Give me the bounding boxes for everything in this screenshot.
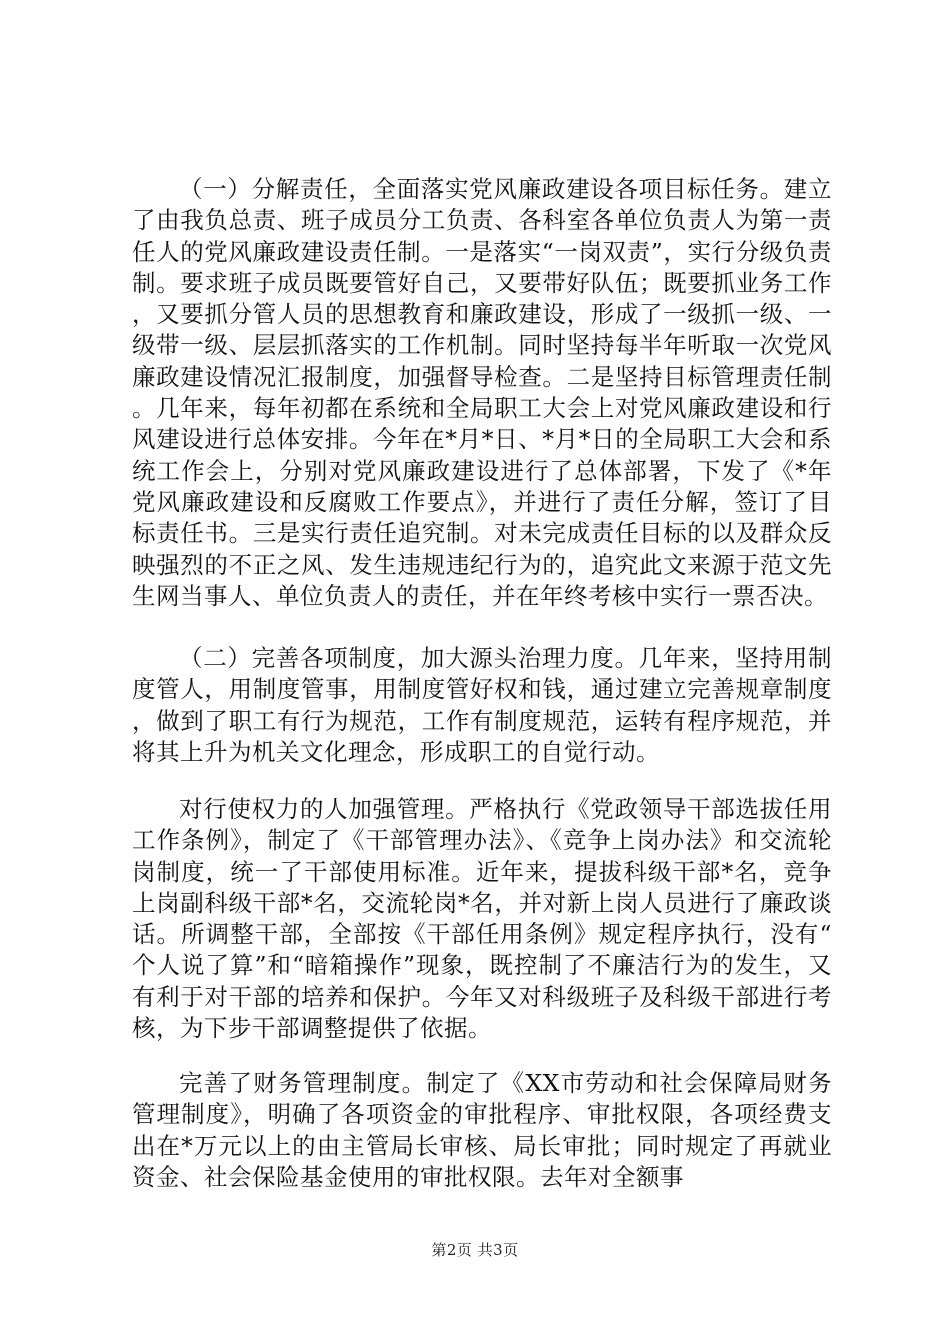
- paragraph-personnel-management: 对行使权力的人加强管理。严格执行《党政领导干部选拔任用工作条例》，制定了《干部管理办法》、《竞争上岗办法》和交流轮岗制度，统一了干部使用标准。近年来，提拔科级干部*名，竞争上岗副科级干部*名，交流轮岗*名，并对新上岗人员进行了廉政谈话。所调整干部，全部按《干部任用条例》规定程序执行，没有“个人说了算”和“暗箱操作”现象，既控制了不廉洁行为的发生，又有利于对干部的培养和保护。今年又对科级班子及科级干部进行考核，为下步干部调整提供了依据。: [132, 795, 832, 1043]
- paragraph-responsibility: （一）分解责任，全面落实党风廉政建设各项目标任务。建立了由我负总责、班子成员分工负责、各科室各单位负责人为第一责任人的党风廉政建设责任制。一是落实“一岗双责”，实行分级负责制。要求班子成员既要管好自己，又要带好队伍；既要抓业务工作，又要抓分管人员的思想教育和廉政建设，形成了一级抓一级、一级带一级、层层抓落实的工作机制。同时坚持每半年听取一次党风廉政建设情况汇报制度，加强督导检查。二是坚持目标管理责任制。几年来，每年初都在系统和全局职工大会上对党风廉政建设和行风建设进行总体安排。今年在*月*日、*月*日的全局职工大会和系统工作会上，分别对党风廉政建设进行了总体部署，下发了《*年党风廉政建设和反腐败工作要点》，并进行了责任分解，签订了目标责任书。三是实行责任追究制。对未完成责任目标的以及群众反映强烈的不正之风、发生违规违纪行为的，追究此文来源于范文先生网当事人、单位负责人的责任，并在年终考核中实行一票否决。: [132, 175, 832, 610]
- paragraph-institutions: （二）完善各项制度，加大源头治理力度。几年来，坚持用制度管人，用制度管事，用制度管好权和钱，通过建立完善规章制度，做到了职工有行为规范，工作有制度规范，运转有程序规范，并将其上升为机关文化理念，形成职工的自觉行动。: [132, 644, 832, 766]
- page-number-footer: 第2页 共3页: [431, 1241, 519, 1259]
- paragraph-financial-management: 完善了财务管理制度。制定了《XX市劳动和社会保障局财务管理制度》，明确了各项资金的审批程序、审批权限，各项经费支出在*万元以上的由主管局长审核、局长审批；同时规定了再就业资金、社会保险基金使用的审批权限。去年对全额事: [132, 1069, 832, 1191]
